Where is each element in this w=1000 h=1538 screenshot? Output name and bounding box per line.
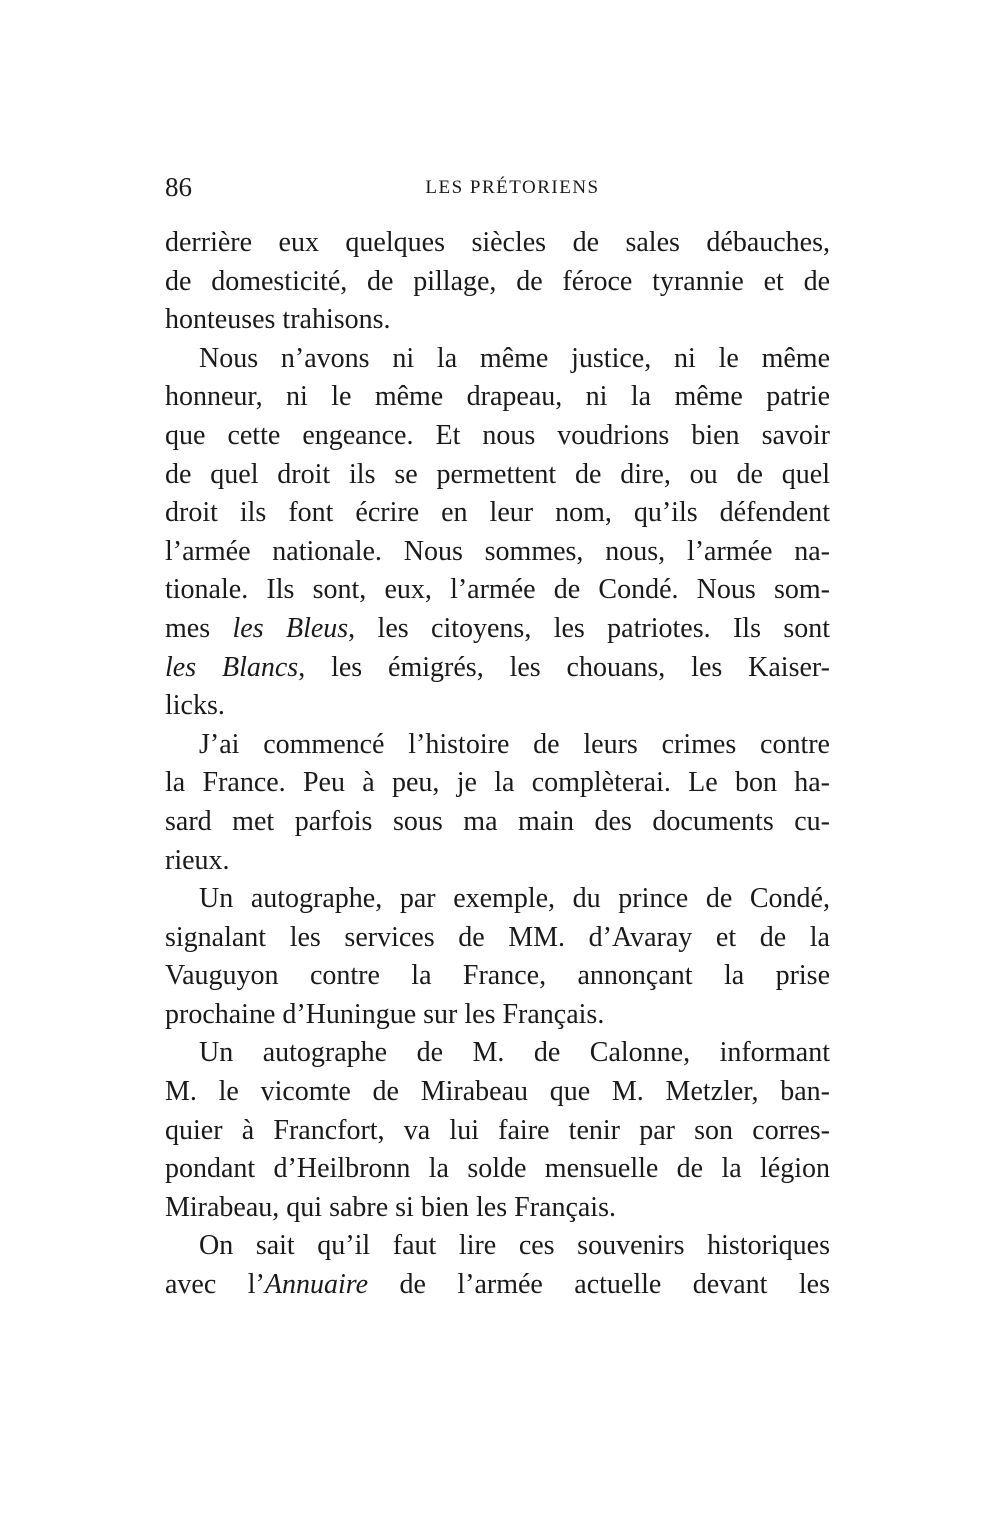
text-line [165, 610, 830, 649]
text-line: tionale. Ils sont, eux, l’armée de Condé. Nous som- [165, 574, 830, 606]
text-line: Vauguyon contre la France, annonçant la prise [165, 960, 830, 992]
running-title: LES PRÉTORIENS [425, 177, 600, 198]
text-line: la France. Peu à peu, je la complèterai. Le bon ha- [165, 767, 830, 799]
text-line: de domesticité, de pillage, de féroce tyrannie et de [165, 265, 830, 297]
text-line: sard met parfois sous ma main des documents cu- [165, 805, 830, 837]
text-line [165, 649, 830, 688]
text-line: Un autographe de M. de Calonne, informant [199, 1037, 830, 1069]
text-line: que cette engeance. Et nous voudrions bien savoir [165, 419, 830, 451]
text-line: On sait qu’il faut lire ces souvenirs historiques [199, 1230, 830, 1262]
text-line: Nous n’avons ni la même justice, ni le même [199, 342, 830, 374]
text-line: pondant d’Heilbronn la solde mensuelle de la légion [165, 1153, 830, 1185]
text-segment: , les émigrés, les chouans, les Kaiser- [298, 651, 831, 683]
text-line: Un autographe, par exemple, du prince de Condé, [199, 883, 830, 915]
text-line: quier à Francfort, va lui faire tenir par son corres- [165, 1114, 830, 1146]
text-segment: de l’armée actuelle devant les [368, 1269, 830, 1301]
text-segment: , les citoyens, les patriotes. Ils sont [348, 612, 831, 644]
text-segment: mes [165, 612, 233, 644]
italic-text: Annuaire [264, 1269, 369, 1301]
text-line: l’armée nationale. Nous sommes, nous, l’armée na- [165, 535, 830, 567]
text-line: honteuses trahisons. [165, 304, 391, 336]
text-line: rieux. [165, 844, 230, 876]
text-line: prochaine d’Huningue sur les Français. [165, 998, 605, 1030]
text-line: signalant les services de MM. d’Avaray et de la [165, 921, 830, 953]
body-text [165, 224, 830, 1305]
italic-text: les Blancs [165, 651, 299, 683]
text-line: derrière eux quelques siècles de sales débauches, [165, 227, 830, 258]
text-line [165, 1266, 830, 1305]
page-number: 86 [165, 172, 192, 202]
italic-text: les Bleus [232, 612, 349, 644]
text-segment: avec l’ [165, 1269, 265, 1301]
text-line: droit ils font écrire en leur nom, qu’ils défendent [165, 497, 830, 529]
text-line: J’ai commencé l’histoire de leurs crimes contre [199, 728, 830, 760]
text-line: licks. [165, 690, 225, 722]
text-line: Mirabeau, qui sabre si bien les Français. [165, 1191, 616, 1223]
text-line: honneur, ni le même drapeau, ni la même patrie [165, 381, 830, 413]
text-line: de quel droit ils se permettent de dire, ou de quel [165, 458, 830, 490]
text-line: M. le vicomte de Mirabeau que M. Metzler, ban- [165, 1076, 830, 1108]
running-head [165, 170, 830, 204]
